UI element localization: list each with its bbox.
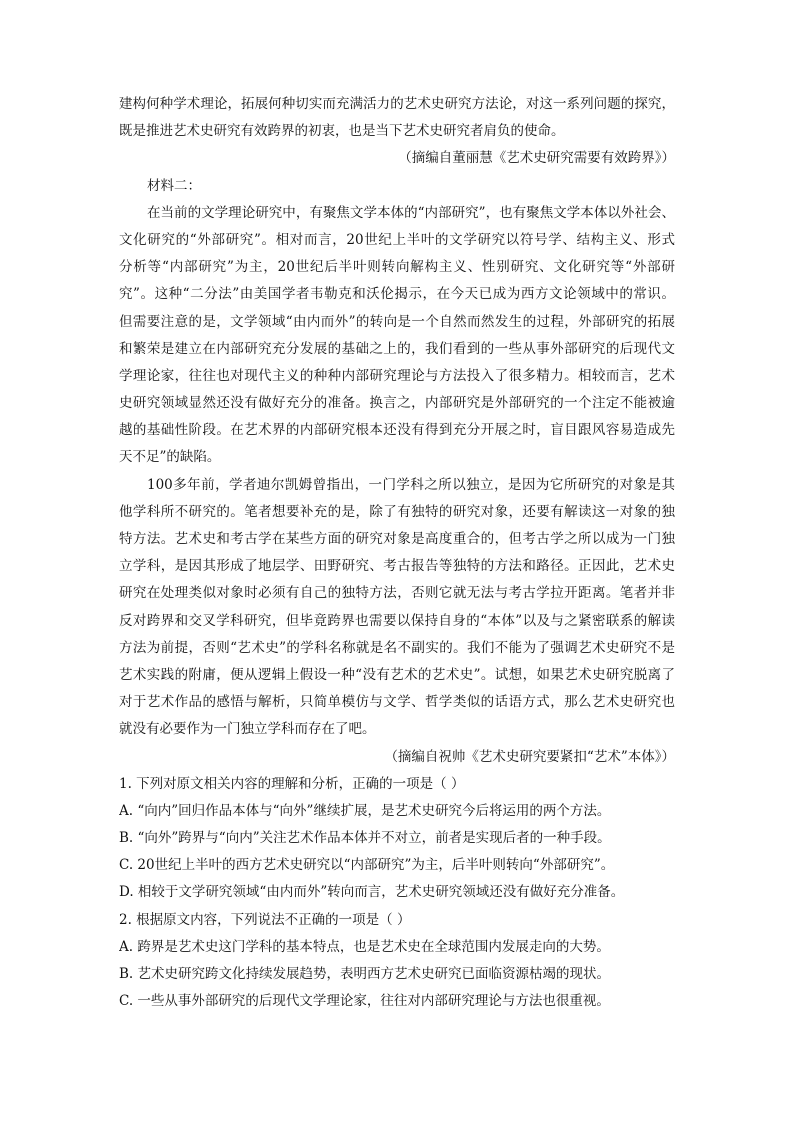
text-line: 对于艺术作品的感悟与解析，只简单模仿与文学、哲学类似的话语方式，那么艺术史研究也 <box>119 694 675 711</box>
material1-tail <box>119 91 675 173</box>
text-line: 研究在处理类似对象时必须有自己的独特方法，否则它就无法与考古学拉开距离。笔者并非 <box>119 585 675 602</box>
text-line: 方法为前提，否则“艺术史”的学科名称就是名不副实的。我们不能为了强调艺术史研究不是 <box>119 639 675 656</box>
option-c[interactable]: C. 一些从事外部研究的后现代文学理论家，往往对内部研究理论与方法也很重视。 <box>119 993 610 1010</box>
section-heading: 材料二： <box>147 177 201 194</box>
text-line: 究”。这种“二分法”由美国学者韦勒克和沃伦揭示，在今天已成为西方文论领域中的常识。 <box>119 286 675 303</box>
text-line: 文化研究的“外部研究”。相对而言，20世纪上半叶的文学研究以符号学、结构主义、形式 <box>119 231 675 248</box>
text-line: 反对跨界和交叉学科研究，但毕竟跨界也需要以保持自身的“本体”以及与之紧密联系的解读 <box>119 612 675 629</box>
text-line: 和繁荣是建立在内部研究充分发展的基础之上的，我们看到的一些从事外部研究的后现代文 <box>119 340 675 357</box>
question-1 <box>119 771 675 907</box>
text-line: 他学科所不研究的。笔者想要补充的是，除了有独特的研究对象，还要有解读这一对象的独 <box>119 503 675 520</box>
option-a[interactable]: A. 跨界是艺术史这门学科的基本特点，也是艺术史在全球范围内发展走向的大势。 <box>119 938 610 955</box>
option-b[interactable]: B. 艺术史研究跨文化持续发展趋势，表明西方艺术史研究已面临资源枯竭的现状。 <box>119 966 611 982</box>
text-line: 但需要注意的是，文学领域“由内而外”的转向是一个自然而然发生的过程，外部研究的拓展 <box>119 313 675 330</box>
text-line: 特方法。艺术史和考古学在某些方面的研究对象是高度重合的，但考古学之所以成为一门独 <box>119 531 675 547</box>
option-c[interactable]: C. 20世纪上半叶的西方艺术史研究以“内部研究”为主，后半叶则转向“外部研究”。 <box>119 857 615 874</box>
material2 <box>119 173 675 771</box>
option-b[interactable]: B. “向外”跨界与“向内”关注艺术作品本体并不对立，前者是实现后者的一种手段。 <box>119 830 611 847</box>
text-line: 学理论家，往往也对现代主义的种种内部研究理论与方法投入了很多精力。相较而言，艺术 <box>119 367 675 384</box>
text-line: 在当前的文学理论研究中，有聚焦文学本体的“内部研究”，也有聚焦文学本体以外社会、 <box>147 204 675 221</box>
question-stem: 2. 根据原文内容，下列说法不正确的一项是（ ） <box>119 911 411 928</box>
text-line: 史研究领域显然还没有做好充分的准备。换言之，内部研究是外部研究的一个注定不能被逾 <box>119 395 675 412</box>
text-line: 建构何种学术理论，拓展何种切实而充满活力的艺术史研究方法论，对这一系列问题的探究， <box>119 96 675 112</box>
paragraph <box>119 472 675 744</box>
question-stem: 1. 下列对原文相关内容的理解和分析，正确的一项是（ ） <box>119 775 465 792</box>
text-line: 分析等“内部研究”为主，20世纪后半叶则转向解构主义、性别研究、文化研究等“外部研 <box>119 259 675 276</box>
text-line: 艺术实践的附庸，便从逻辑上假设一种“没有艺术的艺术史”。试想，如果艺术史研究脱离了 <box>119 666 675 683</box>
option-d[interactable]: D. 相较于文学研究领域“由内而外”转向而言，艺术史研究领域还没有做好充分准备。 <box>119 884 625 901</box>
source-citation: （摘编自祝帅《艺术史研究要紧扣“艺术”本体》） <box>384 748 675 765</box>
option-a[interactable]: A. “向内”回归作品本体与“向外”继续扩展，是艺术史研究今后将运用的两个方法。 <box>119 802 611 819</box>
text-line: 立学科，是因其形成了地层学、田野研究、考古报告等独特的方法和路径。正因此，艺术史 <box>119 558 675 575</box>
text-line: 天不足”的缺陷。 <box>119 449 221 466</box>
paragraph <box>119 200 675 472</box>
source-citation: （摘编自董丽慧《艺术史研究需要有效跨界》） <box>398 150 675 167</box>
text-line: 越的基础性阶段。在艺术界的内部研究根本还没有得到充分开展之时，盲目跟风容易造成先 <box>119 422 675 439</box>
text-line: 既是推进艺术史研究有效跨界的初衷，也是当下艺术史研究者肩负的使命。 <box>119 123 565 140</box>
question-2 <box>119 907 675 1016</box>
text-line: 就没有必要作为一门独立学科而存在了吧。 <box>119 721 376 738</box>
text-line: 100多年前，学者迪尔凯姆曾指出，一门学科之所以独立，是因为它所研究的对象是其 <box>147 476 675 493</box>
